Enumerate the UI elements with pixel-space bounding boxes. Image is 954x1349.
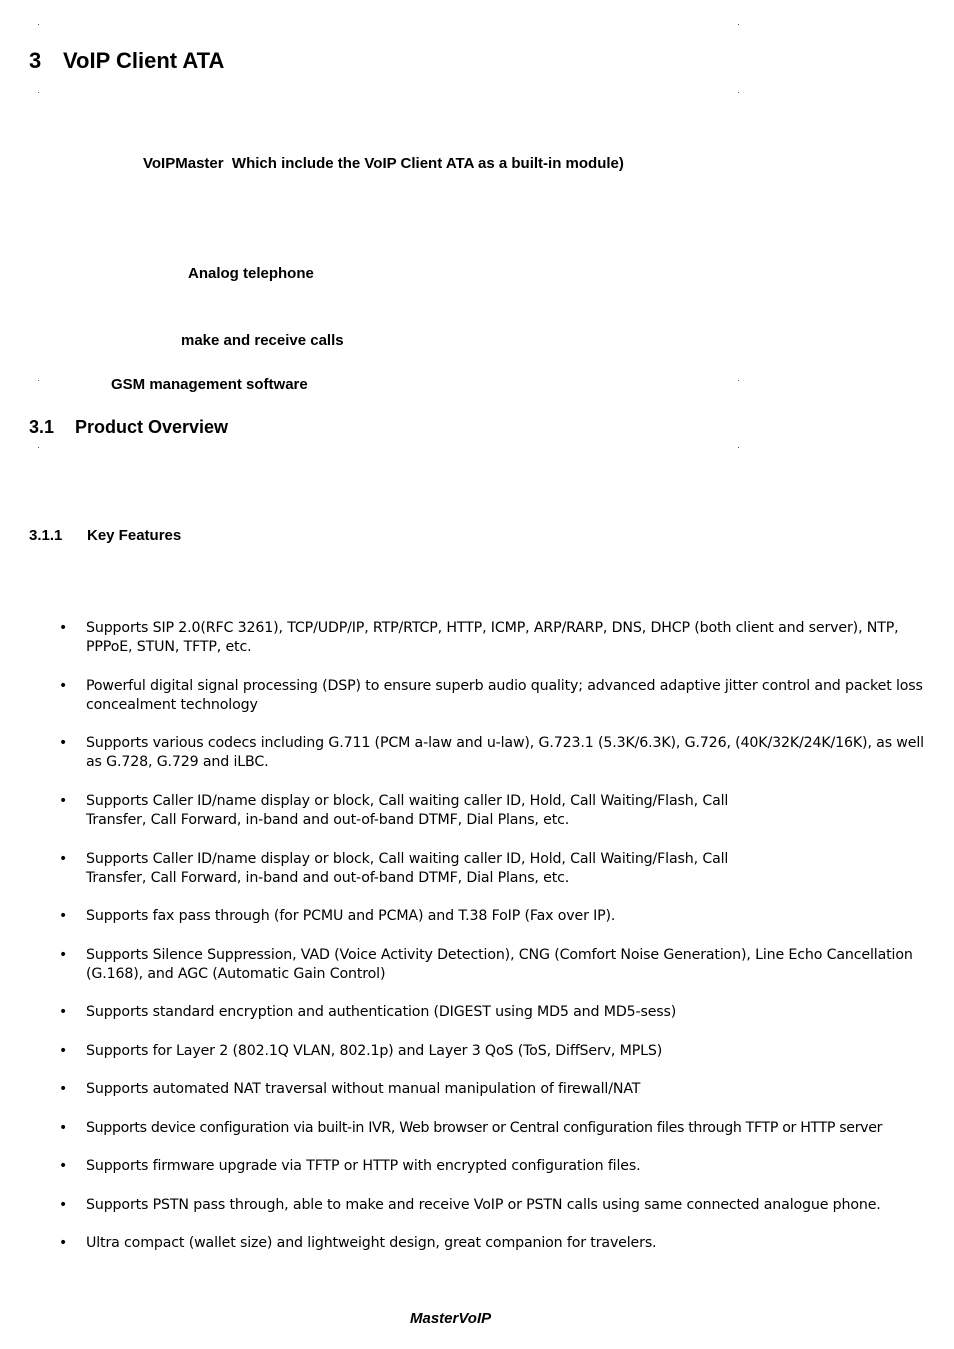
make-receive-label: make and receive calls — [181, 332, 344, 349]
bullet-icon: • — [59, 1235, 68, 1251]
bullet-icon: • — [59, 947, 68, 963]
frame-mark — [738, 447, 739, 448]
list-item — [59, 946, 926, 984]
subsection-heading — [29, 527, 181, 544]
bullet-icon: • — [59, 735, 68, 751]
feature-text: Supports PSTN pass through, able to make and receive VoIP or PSTN calls using same connected analogue phone. — [86, 1197, 881, 1213]
voipmaster-note: VoIPMaster Which include the VoIP Client ATA as a built-in module) — [143, 155, 624, 172]
feature-text: Supports automated NAT traversal without manual manipulation of firewall/NAT — [86, 1081, 641, 1097]
feature-text: Ultra compact (wallet size) and lightweight design, great companion for travelers. — [86, 1235, 657, 1251]
gsm-software-label: GSM management software — [111, 376, 308, 393]
footer-brand: MasterVoIP — [410, 1310, 492, 1327]
list-item — [59, 850, 746, 888]
list-item — [59, 1042, 926, 1061]
list-item — [59, 1196, 926, 1215]
feature-text: Powerful digital signal processing (DSP) to ensure superb audio quality; advanced adaptive jitter control and packet loss concealment technology — [86, 678, 923, 713]
frame-mark — [738, 24, 739, 25]
bullet-icon: • — [59, 908, 68, 924]
list-item — [59, 1119, 946, 1138]
list-item — [59, 1003, 926, 1022]
list-item — [59, 734, 926, 772]
frame-mark — [738, 380, 739, 381]
list-item — [59, 907, 926, 926]
list-item — [59, 792, 746, 830]
feature-text: Supports firmware upgrade via TFTP or HTTP with encrypted configuration files. — [86, 1158, 641, 1174]
bullet-icon: • — [59, 1081, 68, 1097]
feature-text: Supports SIP 2.0(RFC 3261), TCP/UDP/IP, RTP/RTCP, HTTP, ICMP, ARP/RARP, DNS, DHCP (both client and server), NTP, PPPoE, STUN, TFTP, etc. — [86, 620, 899, 655]
bullet-icon: • — [59, 793, 68, 809]
section-number: 3.1 — [29, 417, 55, 437]
section-title: Product Overview — [75, 417, 229, 437]
frame-mark — [38, 380, 39, 381]
feature-text: Supports Silence Suppression, VAD (Voice Activity Detection), CNG (Comfort Noise Generation), Line Echo Cancellation (G.168), and AGC (Automatic Gain Control) — [86, 947, 913, 982]
feature-text: Supports fax pass through (for PCMU and PCMA) and T.38 FoIP (Fax over IP). — [86, 908, 616, 924]
bullet-icon: • — [59, 1197, 68, 1213]
feature-text: Supports Caller ID/name display or block, Call waiting caller ID, Hold, Call Waiting/Flash, Call Transfer, Call Forward, in-band and out-of-band DTMF, Dial Plans, etc. — [86, 793, 729, 828]
bullet-icon: • — [59, 1043, 68, 1059]
feature-text: Supports device configuration via built-in IVR, Web browser or Central configuration files through TFTP or HTTP server — [86, 1120, 883, 1136]
bullet-icon: • — [59, 678, 68, 694]
bullet-icon: • — [59, 1004, 68, 1020]
chapter-title: VoIP Client ATA — [63, 48, 225, 73]
list-item — [59, 677, 926, 715]
feature-text: Supports standard encryption and authentication (DIGEST using MD5 and MD5-sess) — [86, 1004, 677, 1020]
list-item — [59, 619, 926, 657]
feature-text: Supports Caller ID/name display or block, Call waiting caller ID, Hold, Call Waiting/Flash, Call Transfer, Call Forward, in-band and out-of-band DTMF, Dial Plans, etc. — [86, 851, 729, 886]
frame-mark — [38, 447, 39, 448]
chapter-number: 3 — [29, 48, 42, 73]
subsection-number: 3.1.1 — [29, 527, 63, 544]
bullet-icon: • — [59, 1158, 68, 1174]
frame-mark — [38, 92, 39, 93]
subsection-title: Key Features — [87, 527, 182, 544]
chapter-heading — [29, 48, 224, 74]
bullet-icon: • — [59, 851, 68, 867]
section-heading — [29, 417, 228, 438]
bullet-icon: • — [59, 1120, 68, 1136]
feature-text: Supports for Layer 2 (802.1Q VLAN, 802.1p) and Layer 3 QoS (ToS, DiffServ, MPLS) — [86, 1043, 663, 1059]
frame-mark — [38, 24, 39, 25]
bullet-icon: • — [59, 620, 68, 636]
list-item — [59, 1080, 926, 1099]
list-item — [59, 1157, 926, 1176]
feature-text: Supports various codecs including G.711 (PCM a-law and u-law), G.723.1 (5.3K/6.3K), G.726, (40K/32K/24K/16K), as well as G.728, G.729 and iLBC. — [86, 735, 924, 770]
frame-mark — [738, 92, 739, 93]
list-item — [59, 1234, 926, 1253]
analog-telephone-label: Analog telephone — [188, 265, 314, 282]
